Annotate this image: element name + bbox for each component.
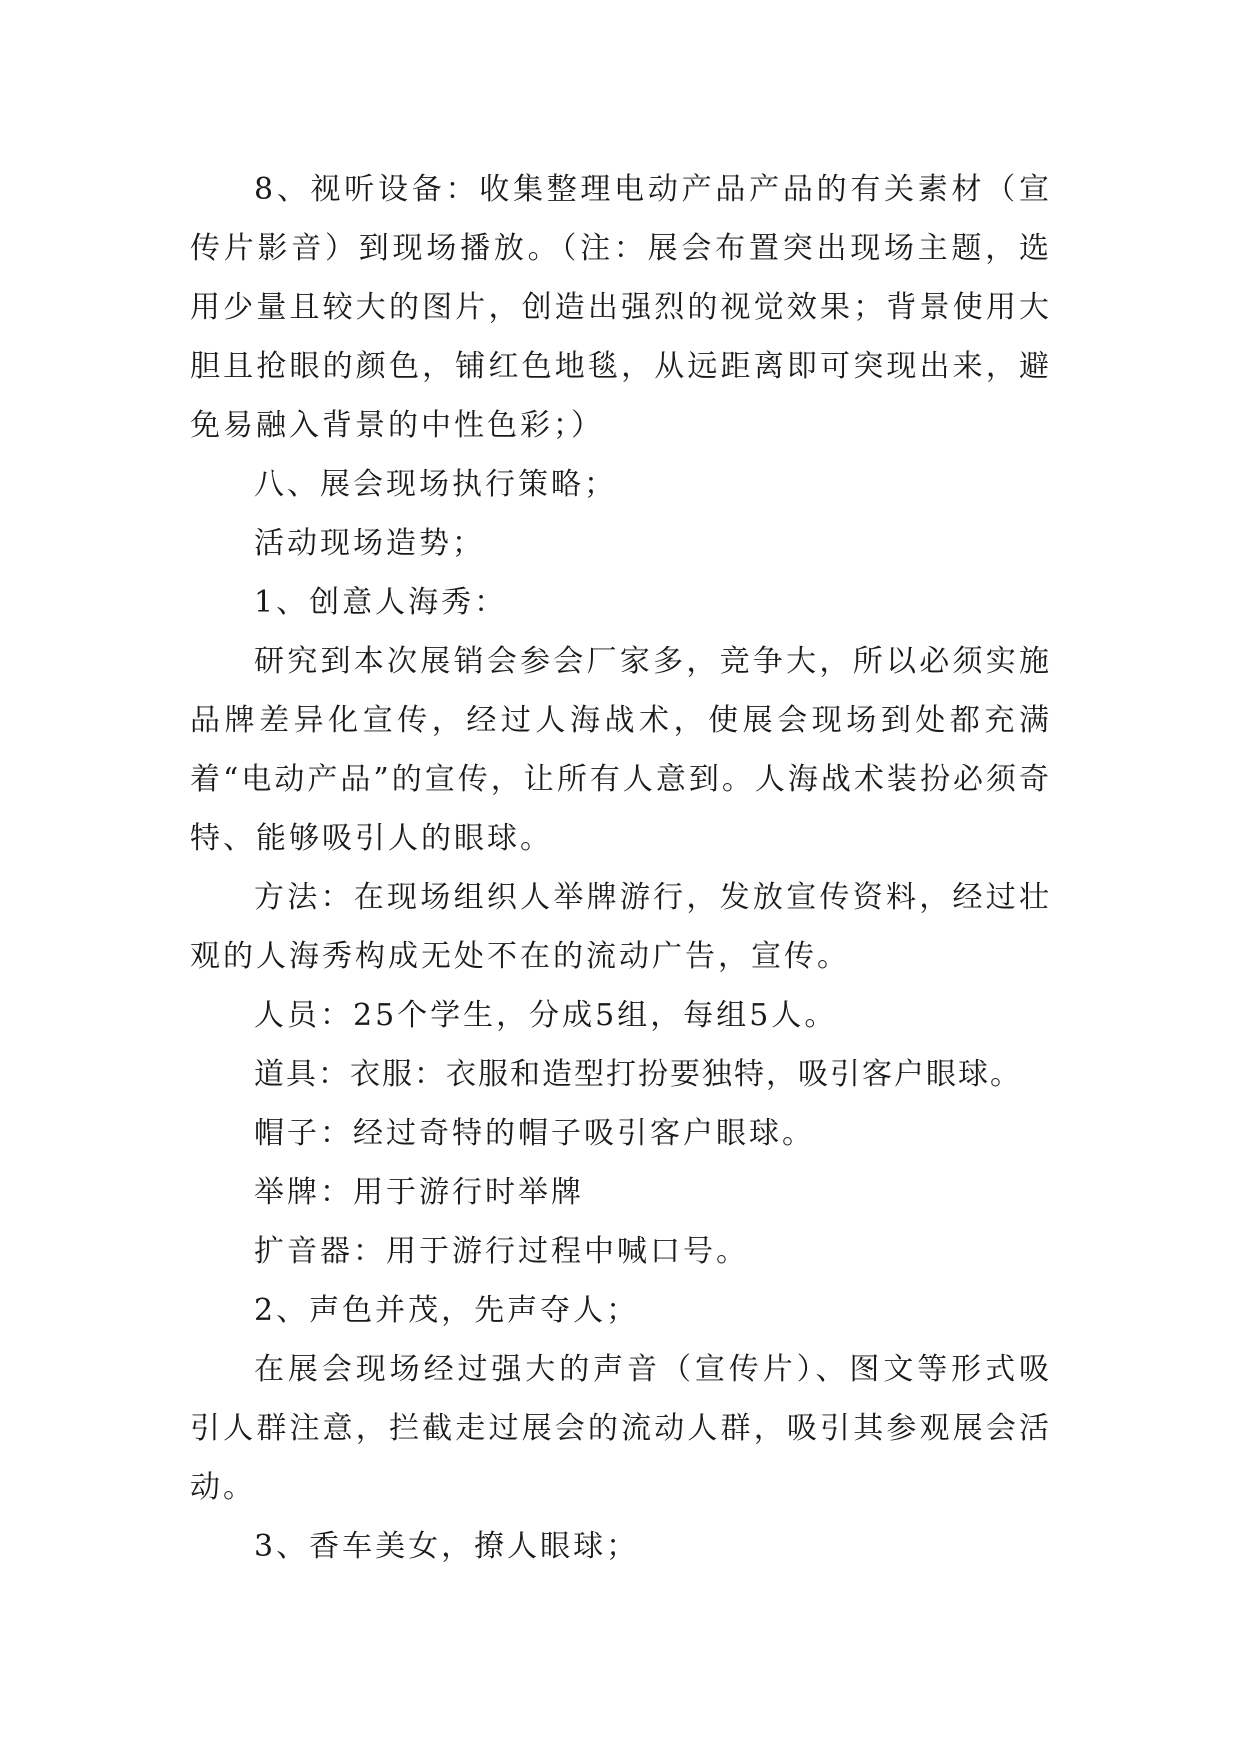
paragraph-sound-and-visuals: 在展会现场经过强大的声音（宣传片）、图文等形式吸引人群注意，拦截走过展会的流动人群，吸引其参观展会活动。 bbox=[190, 1352, 1052, 1505]
paragraph-av-equipment: 8、视听设备：收集整理电动产品产品的有关素材（宣传片影音）到现场播放。（注：展会布置突出现场主题，选用少量且较大的图片，创造出强烈的视觉效果；背景使用大胆且抢眼的颜色，铺红色地毯，从远距离即可突现出来，避免易融入背景的中性色彩；） bbox=[190, 172, 1052, 443]
paragraph-props-hats: 帽子：经过奇特的帽子吸引客户眼球。 bbox=[254, 1116, 815, 1151]
paragraph-staff: 人员：25个学生，分成5组，每组5人。 bbox=[254, 998, 838, 1033]
document-body bbox=[190, 160, 1052, 1576]
paragraph-method: 方法：在现场组织人举牌游行，发放宣传资料，经过壮观的人海秀构成无处不在的流动广告，宣传。 bbox=[190, 880, 1052, 974]
item-heading-sound-and-visuals: 2、声色并茂，先声夺人； bbox=[254, 1293, 640, 1328]
section-heading-execution-strategy: 八、展会现场执行策略； bbox=[254, 467, 617, 502]
paragraph-props-clothing: 道具：衣服：衣服和造型打扮要独特，吸引客户眼球。 bbox=[254, 1057, 1022, 1092]
paragraph-props-megaphone: 扩音器：用于游行过程中喊口号。 bbox=[254, 1234, 749, 1269]
paragraph-props-signs: 举牌：用于游行时举牌 bbox=[254, 1175, 584, 1210]
subheading-onsite-promotion: 活动现场造势； bbox=[254, 526, 485, 561]
item-heading-crowd-show: 1、创意人海秀： bbox=[254, 585, 508, 620]
paragraph-crowd-show: 研究到本次展销会参会厂家多，竞争大，所以必须实施品牌差异化宣传，经过人海战术，使展会现场到处都充满着“电动产品”的宣传，让所有人意到。人海战术装扮必须奇特、能够吸引人的眼球。 bbox=[190, 644, 1052, 856]
item-heading-cars-and-models: 3、香车美女，撩人眼球； bbox=[254, 1529, 640, 1564]
